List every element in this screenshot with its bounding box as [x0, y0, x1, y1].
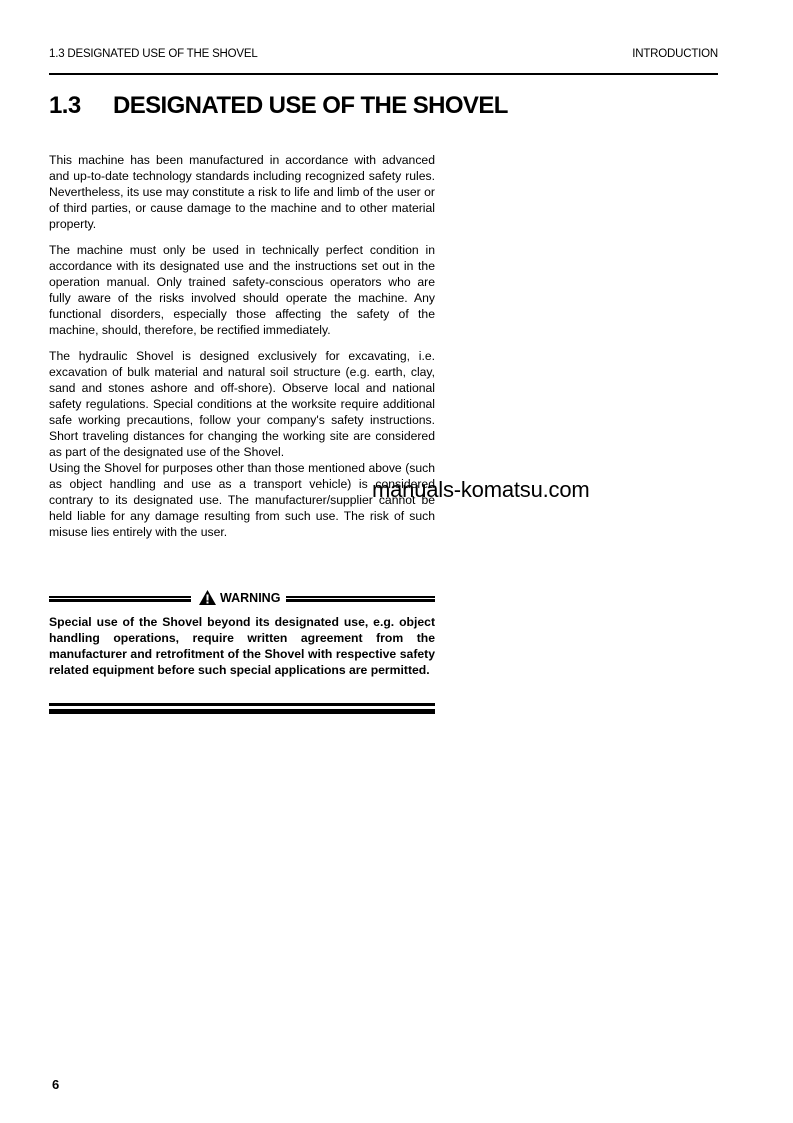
header-section-label: 1.3 DESIGNATED USE OF THE SHOVEL — [49, 48, 258, 60]
warning-bottom-rule — [49, 703, 435, 714]
warning-rule-right — [286, 596, 435, 603]
warning-header — [49, 590, 435, 608]
warning-text: Special use of the Shovel beyond its designated use, e.g. object handling operations, require written agreement from the manufacturer and retrofitment of the Shovel with respective safety related equipment before such special applications are permitted. — [49, 615, 435, 677]
watermark: manuals-komatsu.com — [372, 477, 590, 502]
paragraph-misuse: Using the Shovel for purposes other than those mentioned above (such as object handling and use as a transport vehicle) is considered contrary to its designated use. The manufacturer/supplier cannot be held liable for any damage resulting from such use. The risk of such misuse lies entirely with the user. — [49, 461, 435, 539]
paragraph-condition: The machine must only be used in technically perfect condition in accordance with its designated use and the instructions set out in the operation manual. Only trained safety-conscious operators who are fully aware of the risks involved should operate the machine. Any functional disorders, especially those affecting the safety of the machine, should, therefore, be rectified immediately. — [49, 243, 435, 337]
warning-box — [49, 590, 435, 678]
paragraph-intro: This machine has been manufactured in accordance with advanced and up-to-date technology standards including recognized safety rules. Nevertheless, its use may constitute a risk to life and limb of the user or of third parties, or cause damage to the machine and to other material property. — [49, 153, 435, 231]
paragraph-designated-use: The hydraulic Shovel is designed exclusively for excavating, i.e. excavation of bulk material and natural soil structure (e.g. earth, clay, sand and stones ashore and off-shore). Observe local and national safety regulations. Special conditions at the worksite require additional safe working precautions, follow your company's safety instructions. Short traveling distances for changing the working site are considered as part of the designated use of the Shovel. — [49, 349, 435, 459]
running-header — [49, 47, 718, 75]
section-number: 1.3 — [49, 92, 81, 119]
section-heading: DESIGNATED USE OF THE SHOVEL — [113, 92, 508, 119]
warning-label-text: WARNING — [220, 590, 281, 605]
warning-label — [199, 590, 280, 605]
page-number: 6 — [52, 1077, 60, 1092]
section-title — [49, 92, 508, 120]
header-chapter-label: INTRODUCTION — [632, 48, 718, 60]
warning-rule-left — [49, 596, 191, 603]
warning-triangle-icon — [199, 590, 216, 605]
